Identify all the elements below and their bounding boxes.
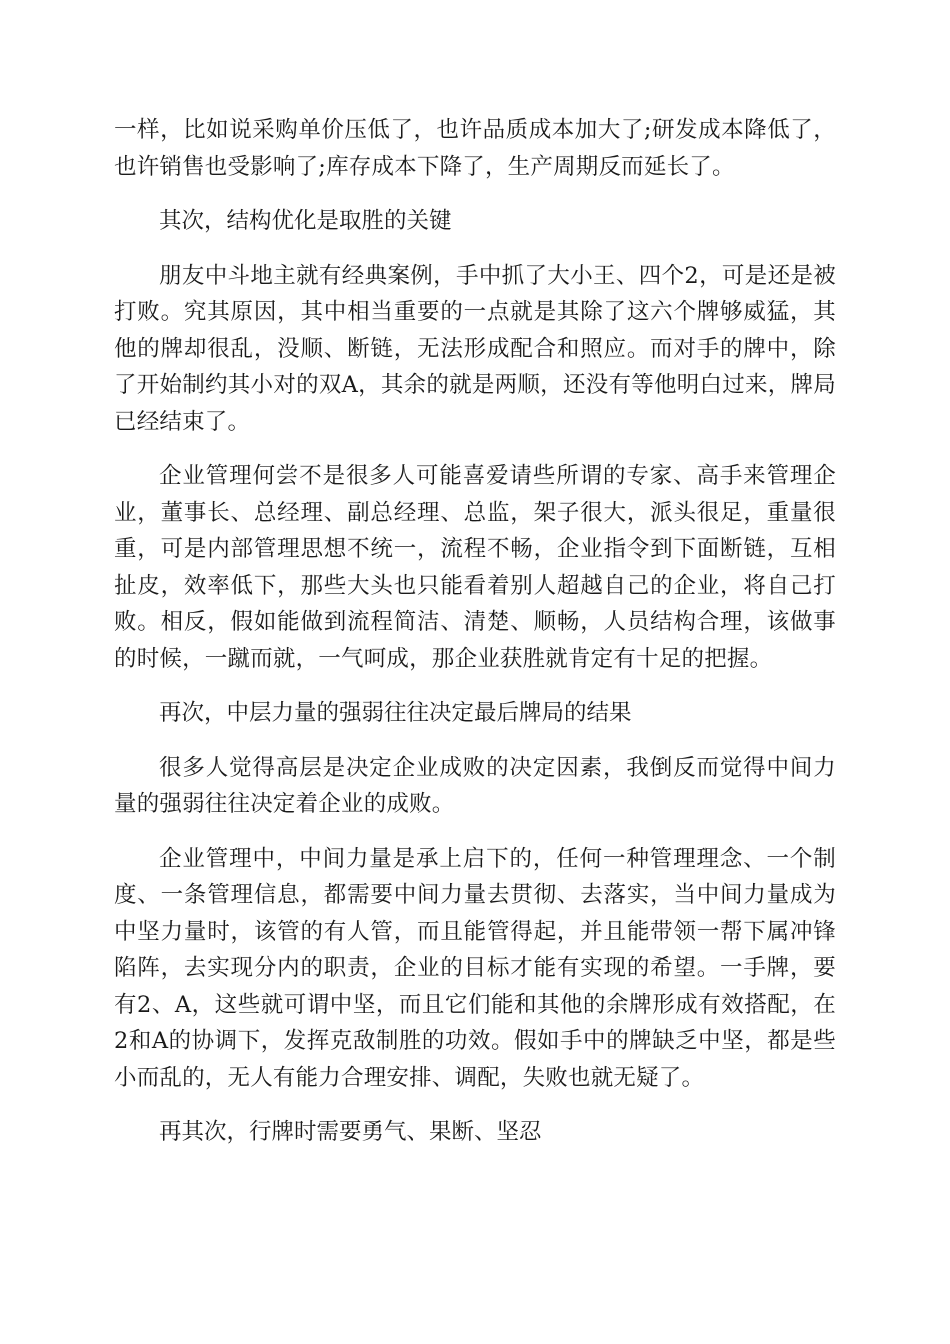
paragraph-card-game-example: 朋友中斗地主就有经典案例，手中抓了大小王、四个2，可是还是被打败。究其原因，其中相当重要的一点就是其除了这六个牌够威猛，其他的牌却很乱，没顺、断链，无法形成配合和照应。而对手的牌中，除了开始制约其小对的双A，其余的就是两顺，还没有等他明白过来，牌局已经结束了。 [114, 262, 836, 435]
paragraph-enterprise-management: 企业管理何尝不是很多人可能喜爱请些所谓的专家、高手来管理企业，董事长、总经理、副总经理、总监，架子很大，派头很足，重量很重，可是内部管理思想不统一，流程不畅，企业指令到下面断链，互相扯皮，效率低下，那些大头也只能看着别人超越自己的企业，将自己打败。相反，假如能做到流程简洁、清楚、顺畅，人员结构合理，该做事的时候，一蹴而就，一气呵成，那企业获胜就肯定有十足的把握。 [114, 463, 836, 672]
section-heading-structure: 其次，结构优化是取胜的关键 [159, 208, 452, 234]
section-heading-courage: 再其次，行牌时需要勇气、果断、坚忍 [159, 1119, 542, 1145]
section-heading-middle-management: 再次，中层力量的强弱往往决定最后牌局的结果 [159, 700, 632, 726]
paragraph-middle-role: 企业管理中，中间力量是承上启下的，任何一种管理理念、一个制度、一条管理信息，都需要中间力量去贯彻、去落实，当中间力量成为中坚力量时，该管的有人管，而且能管得起，并且能带领一帮下属冲锋陷阵，去实现分内的职责，企业的目标才能有实现的希望。一手牌，要有2、A，这些就可谓中坚，而且它们能和其他的余牌形成有效搭配，在2和A的协调下，发挥克敌制胜的功效。假如手中的牌缺乏中坚，都是些小而乱的，无人有能力合理安排、调配，失败也就无疑了。 [114, 845, 836, 1091]
paragraph-middle-strength: 很多人觉得高层是决定企业成败的决定因素，我倒反而觉得中间力量的强弱往往决定着企业的成败。 [114, 754, 836, 817]
document-page [114, 112, 836, 1169]
paragraph-continuation: 一样，比如说采购单价压低了，也许品质成本加大了;研发成本降低了，也许销售也受影响了;库存成本下降了，生产周期反而延长了。 [114, 117, 836, 180]
